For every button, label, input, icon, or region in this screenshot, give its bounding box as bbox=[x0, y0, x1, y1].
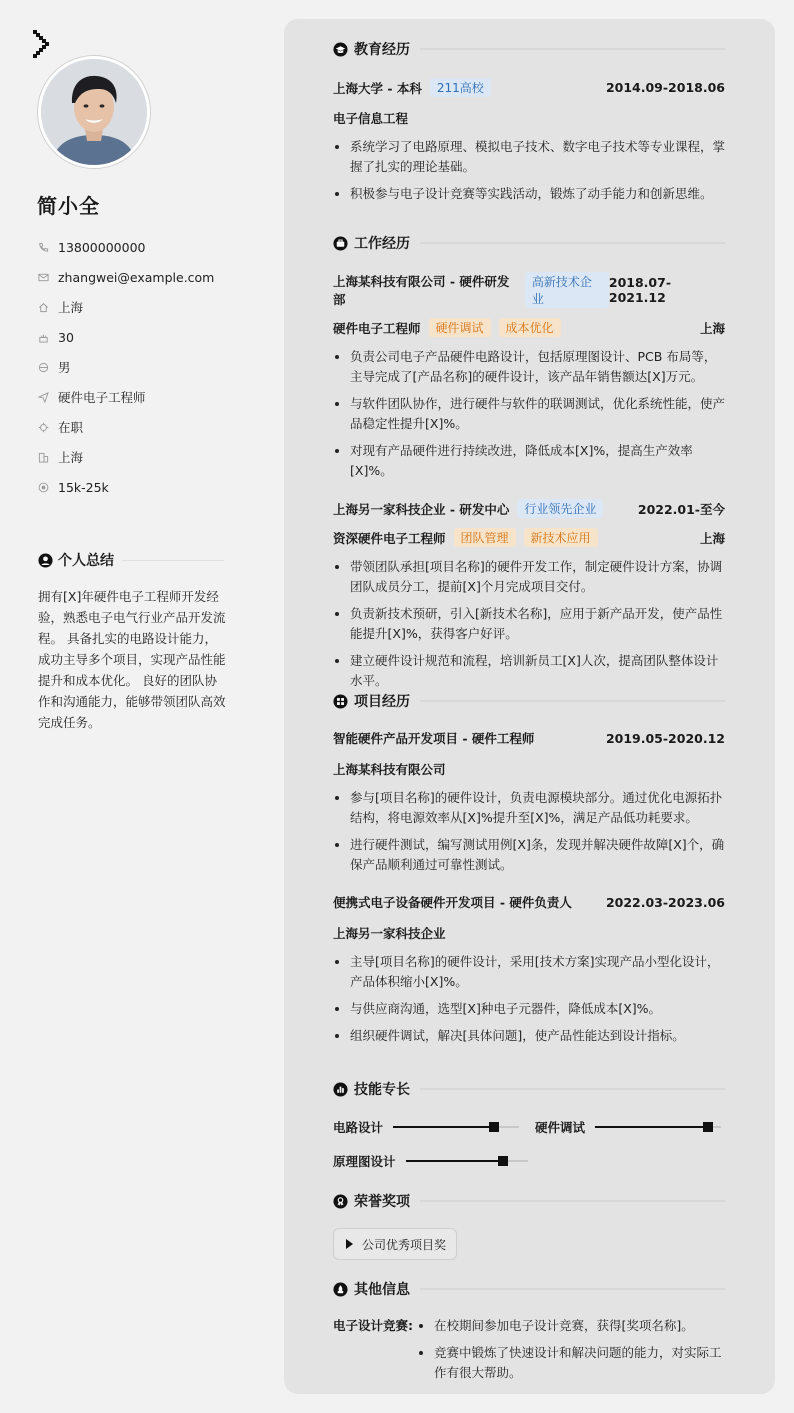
skills-heading bbox=[333, 1079, 725, 1099]
project-name: 智能硬件产品开发项目 - 硬件工程师 bbox=[333, 731, 535, 746]
info-text: zhangwei@example.com bbox=[58, 269, 215, 285]
info-age bbox=[38, 322, 214, 352]
list-item: 积极参与电子设计竞赛等实践活动，锻炼了动手能力和创新思维。 bbox=[333, 184, 725, 204]
role-tag: 成本优化 bbox=[499, 318, 561, 337]
company-tag: 高新技术企业 bbox=[525, 272, 609, 308]
list-item: 主导[项目名称]的硬件设计，采用[技术方案]实现产品小型化设计，产品体积缩小[X]%。 bbox=[333, 952, 725, 992]
list-item: 竞赛中锻炼了快速设计和解决问题的能力，对实际工作有很大帮助。 bbox=[417, 1343, 725, 1383]
info-text: 上海 bbox=[58, 300, 84, 315]
info-text: 30 bbox=[58, 329, 74, 345]
job-entry bbox=[333, 499, 725, 691]
awards-section bbox=[333, 1191, 725, 1211]
profile-name: 简小全 bbox=[37, 194, 100, 218]
section-divider bbox=[420, 1288, 725, 1290]
list-item: 负责新技术预研，引入[新技术名称]，应用于新产品开发，使产品性能提升[X]%，获得客户好评。 bbox=[333, 604, 725, 644]
project-header-row bbox=[333, 893, 725, 911]
projects-section bbox=[333, 691, 725, 1046]
education-points bbox=[333, 137, 725, 204]
list-item: 参与[项目名称]的硬件设计，负责电源模块部分。通过优化电源拓扑结构，将电源效率从[X]%提升至[X]%，满足产品低功耗要求。 bbox=[333, 788, 725, 828]
info-city bbox=[38, 442, 214, 472]
summary-title: 个人总结 bbox=[58, 553, 114, 569]
major: 电子信息工程 bbox=[333, 111, 409, 126]
awards-title: 荣誉奖项 bbox=[354, 1194, 410, 1210]
job-points bbox=[333, 347, 725, 481]
skill-level-bar bbox=[406, 1160, 528, 1162]
awards-heading bbox=[333, 1191, 725, 1211]
bar-chart-icon bbox=[333, 1082, 348, 1097]
skill-level-fill bbox=[595, 1126, 708, 1128]
other-heading bbox=[333, 1279, 725, 1299]
user-circle-icon bbox=[38, 553, 53, 568]
project-header-row bbox=[333, 729, 725, 747]
project-date: 2019.05-2020.12 bbox=[605, 730, 725, 746]
project-company: 上海某科技有限公司 bbox=[333, 762, 446, 777]
skill-level-knob bbox=[703, 1122, 713, 1132]
company-name: 上海某科技有限公司 - 硬件研发部 bbox=[333, 274, 510, 307]
play-icon bbox=[346, 1239, 353, 1249]
job-header-row bbox=[333, 499, 725, 518]
section-divider bbox=[420, 48, 725, 50]
section-divider bbox=[420, 700, 725, 702]
work-title: 工作经历 bbox=[354, 236, 410, 252]
sidebar bbox=[0, 0, 284, 1413]
list-item: 与供应商沟通，选型[X]种电子元器件，降低成本[X]%。 bbox=[333, 999, 725, 1019]
job-date: 2022.01-至今 bbox=[637, 501, 725, 517]
avatar bbox=[38, 56, 150, 168]
phone-icon bbox=[38, 242, 49, 253]
info-status bbox=[38, 412, 214, 442]
skill-level-fill bbox=[393, 1126, 494, 1128]
list-item: 在校期间参加电子设计竞赛，获得[奖项名称]。 bbox=[417, 1316, 725, 1336]
info-phone bbox=[38, 232, 214, 262]
role-tag: 硬件调试 bbox=[429, 318, 491, 337]
info-text: 15k-25k bbox=[58, 479, 109, 495]
send-icon bbox=[38, 392, 49, 403]
info-text: 硬件电子工程师 bbox=[58, 390, 146, 405]
section-divider bbox=[420, 242, 725, 244]
project-entry bbox=[333, 893, 725, 1046]
job-entry bbox=[333, 272, 725, 481]
project-points bbox=[333, 788, 725, 875]
section-divider bbox=[420, 1088, 725, 1090]
list-item: 对现有产品硬件进行持续改进，降低成本[X]%，提高生产效率[X]%。 bbox=[333, 441, 725, 481]
contact-info-list bbox=[38, 232, 214, 502]
info-icon bbox=[333, 1282, 348, 1297]
mail-icon bbox=[38, 272, 49, 283]
project-points bbox=[333, 952, 725, 1046]
list-item: 组织硬件调试，解决[具体问题]，使产品性能达到设计指标。 bbox=[333, 1026, 725, 1046]
award-item bbox=[333, 1228, 457, 1260]
role-tag: 团队管理 bbox=[454, 528, 516, 547]
graduation-cap-icon bbox=[333, 42, 348, 57]
project-company: 上海另一家科技企业 bbox=[333, 926, 446, 941]
skill-name: 原理图设计 bbox=[333, 1154, 396, 1169]
job-points bbox=[333, 557, 725, 691]
summary-text: 拥有[X]年硬件电子工程师开发经验，熟悉电子电气行业产品开发流程。 具备扎实的电路设计能力，成功主导多个项目，实现产品性能提升和成本优化。 良好的团队协作和沟通能力，能够带领团队高效完成任务。 bbox=[38, 589, 226, 730]
list-item: 带领团队承担[项目名称]的硬件开发工作，制定硬件设计方案，协调团队成员分工，提前[X]个月完成项目交付。 bbox=[333, 557, 725, 597]
info-text: 上海 bbox=[58, 450, 84, 465]
job-role: 硬件电子工程师 bbox=[333, 320, 421, 336]
gender-icon bbox=[38, 362, 49, 373]
section-divider bbox=[122, 560, 224, 561]
section-divider bbox=[420, 1200, 725, 1202]
list-item: 建立硬件设计规范和流程，培训新员工[X]人次，提高团队整体设计水平。 bbox=[333, 651, 725, 691]
briefcase-icon bbox=[333, 236, 348, 251]
job-city: 上海 bbox=[699, 530, 725, 546]
skills-section bbox=[333, 1079, 725, 1099]
skill-item bbox=[333, 1118, 519, 1136]
avatar-portrait-icon bbox=[41, 59, 147, 165]
job-date: 2018.07-2021.12 bbox=[608, 275, 672, 305]
skill-level-bar bbox=[595, 1126, 721, 1128]
award-icon bbox=[333, 1194, 348, 1209]
info-email bbox=[38, 262, 214, 292]
other-title: 其他信息 bbox=[354, 1282, 410, 1298]
project-entry bbox=[333, 729, 725, 875]
list-item: 负责公司电子产品硬件电路设计，包括原理图设计、PCB 布局等，主导完成了[产品名称]的硬件设计，该产品年销售额达[X]万元。 bbox=[333, 347, 725, 387]
list-item: 进行硬件测试，编写测试用例[X]条，发现并解决硬件故障[X]个，确保产品顺利通过可靠性测试。 bbox=[333, 835, 725, 875]
skill-level-fill bbox=[406, 1160, 504, 1162]
project-name: 便携式电子设备硬件开发项目 - 硬件负责人 bbox=[333, 895, 572, 910]
building-icon bbox=[38, 452, 49, 463]
skills-title: 技能专长 bbox=[354, 1082, 410, 1098]
company-tag: 行业领先企业 bbox=[517, 499, 603, 518]
work-section bbox=[333, 233, 725, 691]
education-header-row bbox=[333, 78, 725, 97]
role-tag: 新技术应用 bbox=[524, 528, 598, 547]
job-role-row bbox=[333, 318, 725, 337]
other-section bbox=[333, 1279, 725, 1299]
school-tag: 211高校 bbox=[430, 78, 491, 97]
other-entry bbox=[333, 1316, 725, 1383]
projects-heading bbox=[333, 691, 725, 711]
info-text: 13800000000 bbox=[58, 239, 146, 255]
education-section bbox=[333, 39, 725, 204]
resume-content-card bbox=[284, 19, 775, 1394]
list-item: 系统学习了电路原理、模拟电子技术、数字电子技术等专业课程，掌握了扎实的理论基础。 bbox=[333, 137, 725, 177]
job-header-row bbox=[333, 272, 725, 308]
info-position bbox=[38, 382, 214, 412]
home-icon bbox=[38, 302, 49, 313]
info-text: 在职 bbox=[58, 420, 84, 435]
skill-name: 电路设计 bbox=[333, 1120, 384, 1135]
info-salary bbox=[38, 472, 214, 502]
info-location bbox=[38, 292, 214, 322]
company-name: 上海另一家科技企业 - 研发中心 bbox=[333, 501, 510, 517]
status-icon bbox=[38, 422, 49, 433]
work-heading bbox=[333, 233, 725, 253]
job-role: 资深硬件电子工程师 bbox=[333, 530, 446, 546]
skill-name: 硬件调试 bbox=[535, 1120, 586, 1135]
education-date: 2014.09-2018.06 bbox=[605, 80, 725, 95]
grid-icon bbox=[333, 694, 348, 709]
info-gender bbox=[38, 352, 214, 382]
project-date: 2022.03-2023.06 bbox=[605, 894, 725, 910]
other-points bbox=[417, 1316, 725, 1383]
award-name: 公司优秀项目奖 bbox=[362, 1237, 447, 1252]
logo-chevron-icon bbox=[32, 28, 52, 58]
education-title: 教育经历 bbox=[354, 42, 410, 58]
summary-heading bbox=[38, 550, 224, 570]
list-item: 与软件团队协作，进行硬件与软件的联调测试，优化系统性能，使产品稳定性提升[X]%。 bbox=[333, 394, 725, 434]
salary-icon bbox=[38, 482, 49, 493]
job-city: 上海 bbox=[699, 320, 725, 336]
skill-level-knob bbox=[498, 1156, 508, 1166]
skill-level-knob bbox=[489, 1122, 499, 1132]
education-heading bbox=[333, 39, 725, 59]
skill-item bbox=[333, 1152, 528, 1170]
info-text: 男 bbox=[58, 360, 71, 375]
projects-title: 项目经历 bbox=[354, 694, 410, 710]
skill-item bbox=[535, 1118, 721, 1136]
school-name: 上海大学 - 本科 bbox=[333, 80, 422, 96]
other-label: 电子设计竞赛: bbox=[333, 1318, 413, 1333]
age-icon bbox=[38, 332, 49, 343]
job-role-row bbox=[333, 528, 725, 547]
skill-level-bar bbox=[393, 1126, 519, 1128]
